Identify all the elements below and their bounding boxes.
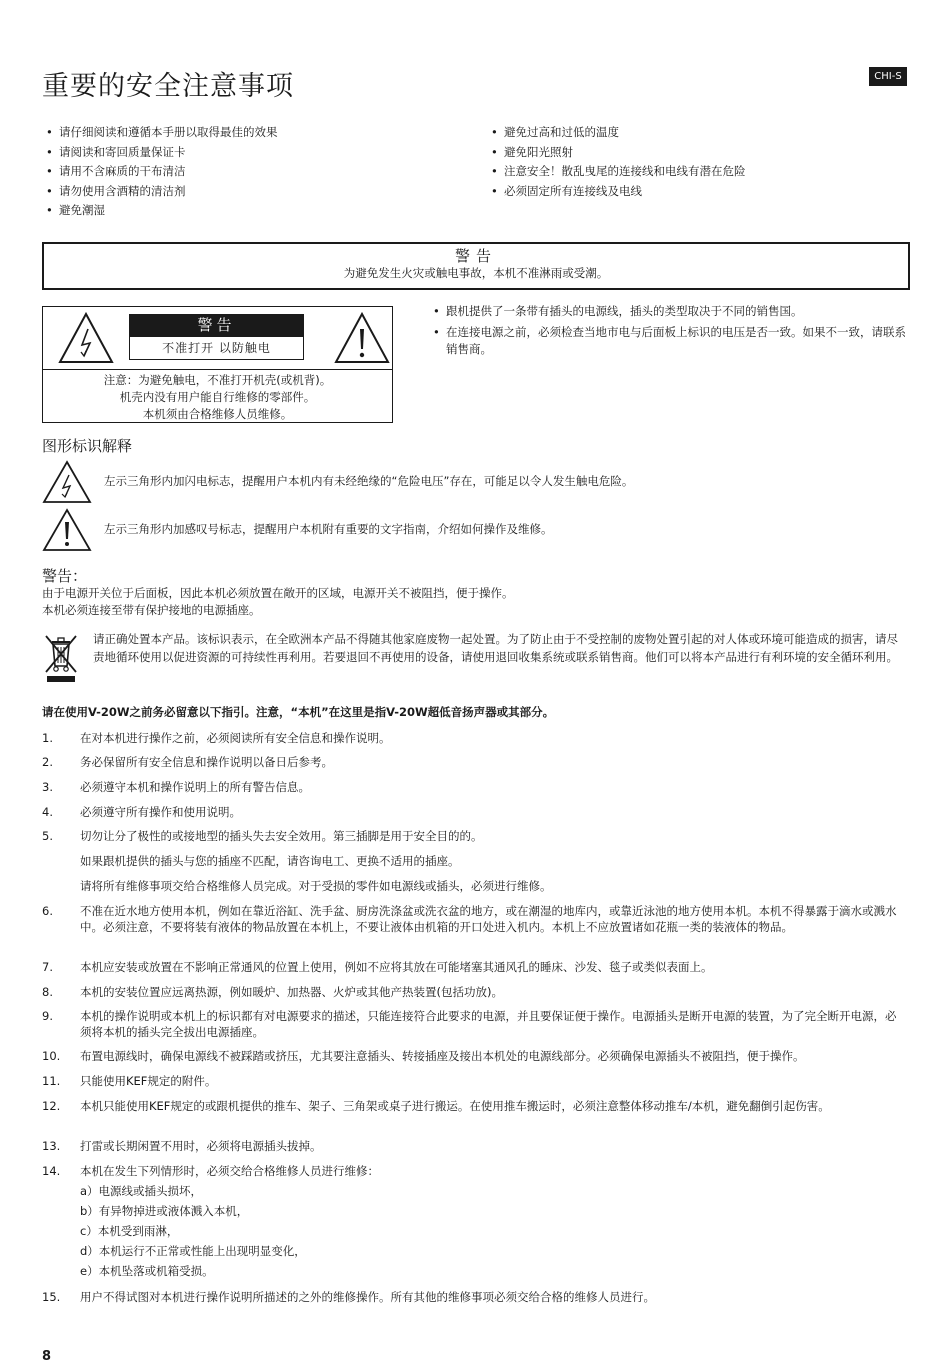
item-text: 本机只能使用KEF规定的或跟机提供的推车、架子、三角架或桌子进行搬运。在使用推车搬运时，必须注意整体移动推车/本机，避免翻倒引起伤害。 xyxy=(80,1099,830,1113)
instructions-intro: 请在使用V-20W之前务必留意以下指引。注意，“本机”在这里是指V-20W超低音扬声器或其部分。 xyxy=(42,705,555,719)
caution-subtitle: 不准打开 以防触电 xyxy=(129,336,304,360)
page-number: 8 xyxy=(42,1349,52,1364)
item-number: 3. xyxy=(42,780,53,794)
exclamation-symbol-description: 左示三角形内加感叹号标志，提醒用户本机附有重要的文字指南，介绍如何操作及维修。 xyxy=(104,522,553,536)
item-text: 必须遵守所有操作和使用说明。 xyxy=(80,805,241,819)
item-number: 10. xyxy=(42,1049,61,1063)
item-number: 13. xyxy=(42,1139,61,1153)
symbols-heading: 图形标识解释 xyxy=(42,437,133,455)
item-text: 只能使用KEF规定的附件。 xyxy=(80,1074,217,1088)
crossed-out-bin-icon xyxy=(44,632,78,684)
list-item: • 避免阳光照射 xyxy=(488,143,908,163)
warning-paragraph xyxy=(42,585,902,619)
list-item: • 避免过高和过低的温度 xyxy=(488,123,908,143)
caution-line: 机壳内没有用户能自行维修的零部件。 xyxy=(119,390,316,404)
caution-line: 本机须由合格维修人员维修。 xyxy=(142,407,293,421)
item-text: 如果跟机提供的插头与您的插座不匹配，请咨询电工、更换不适用的插座。 xyxy=(80,854,460,868)
item-text: 布置电源线时，确保电源线不被踩踏或挤压，尤其要注意插头、转接插座及接出本机处的电源线部分。必须确保电源插头不被阻挡，便于操作。 xyxy=(80,1049,805,1063)
item-text: 必须遵守本机和操作说明上的所有警告信息。 xyxy=(80,780,310,794)
warning-line: 由于电源开关位于后面板，因此本机必须放置在敞开的区域，电源开关不被阻挡，便于操作。 xyxy=(42,586,514,600)
item-text: 本机应安装或放置在不影响正常通风的位置上使用，例如不应将其放在可能堵塞其通风孔的睡床、沙发、毯子或类似表面上。 xyxy=(80,960,713,974)
item-number: 14. xyxy=(42,1164,61,1178)
list-item: • 跟机提供了一条带有插头的电源线，插头的类型取决于不同的销售国。 xyxy=(430,303,908,320)
list-item: • 请勿使用含酒精的清洁剂 xyxy=(43,182,463,202)
list-item: • 避免潮湿 xyxy=(43,201,463,221)
page-title: 重要的安全注意事项 xyxy=(42,71,294,102)
exclamation-warning-icon xyxy=(42,508,92,552)
item-text: 请将所有维修事项交给合格维修人员完成。对于受损的零件如电源线或插头，必须进行维修。 xyxy=(80,879,552,893)
item-text: 打雷或长期闲置不用时，必须将电源插头拔掉。 xyxy=(80,1139,322,1153)
item-text: 用户不得试图对本机进行操作说明所描述的之外的维修操作。所有其他的维修事项必须交给合格的维修人员进行。 xyxy=(80,1290,655,1304)
caution-label-header xyxy=(43,307,392,370)
item-text: 本机的操作说明或本机上的标识都有对电源要求的描述，只能连接符合此要求的电源，并且要保证便于操作。电源插头是断开电源的装置，为了完全断开电源，必须将本机的插头完全拔出电源插座。 xyxy=(80,1009,897,1039)
item-text: b）有异物掉进或液体溅入本机， xyxy=(80,1204,249,1218)
item-text: 本机在发生下列情形时，必须交给合格维修人员进行维修： xyxy=(80,1164,379,1178)
care-list-right xyxy=(488,123,908,201)
list-item: • 请仔细阅读和遵循本手册以取得最佳的效果 xyxy=(43,123,463,143)
item-number: 9. xyxy=(42,1009,53,1023)
item-number: 4. xyxy=(42,805,53,819)
item-text: d）本机运行不正常或性能上出现明显变化， xyxy=(80,1244,306,1258)
list-item: • 在连接电源之前，必须检查当地市电与后面板上标识的电压是否一致。如果不一致，请联系销售商。 xyxy=(430,324,908,358)
item-number: 6. xyxy=(42,904,53,918)
item-text: 务必保留所有安全信息和操作说明以备日后参考。 xyxy=(80,755,333,769)
item-number: 1. xyxy=(42,731,53,745)
caution-label xyxy=(42,306,393,423)
warning-box xyxy=(42,242,910,290)
list-item: • 请用不含麻质的干布清洁 xyxy=(43,162,463,182)
list-item: • 必须固定所有连接线及电线 xyxy=(488,182,908,202)
item-number: 5. xyxy=(42,829,53,843)
caution-body xyxy=(43,372,392,423)
item-text: 切勿让分了极性的或接地型的插头失去安全效用。第三插脚是用于安全目的的。 xyxy=(80,829,483,843)
caution-title: 警告 xyxy=(129,314,304,336)
warning-box-title: 警告 xyxy=(454,247,497,265)
item-text: 本机的安装位置应远离热源，例如暖炉、加热器、火炉或其他产热装置(包括功放)。 xyxy=(80,985,503,999)
item-text: c）本机受到雨淋， xyxy=(80,1224,179,1238)
item-number: 7. xyxy=(42,960,53,974)
item-number: 12. xyxy=(42,1099,61,1113)
item-text: e）本机坠落或机箱受损。 xyxy=(80,1264,214,1278)
weee-disposal-text: 请正确处置本产品。该标识表示，在全欧洲本产品不得随其他家庭废物一起处置。为了防止由于不受控制的废物处置引起的对人体或环境可能造成的损害，请尽责地循环使用以促进资源的可持续性再利用。若要退回不再使用的设备，请使用退回收集系统或联系销售商。他们可以将本产品进行有利环境的安全循环利用。 xyxy=(93,632,898,664)
care-list-left xyxy=(43,123,463,221)
power-cord-list xyxy=(430,303,908,362)
item-text: a）电源线或插头损坏， xyxy=(80,1184,203,1198)
list-item: • 注意安全！散乱曳尾的连接线和电线有潜在危险 xyxy=(488,162,908,182)
item-number: 8. xyxy=(42,985,53,999)
item-number: 2. xyxy=(42,755,53,769)
list-item: • 请阅读和寄回质量保证卡 xyxy=(43,143,463,163)
exclamation-warning-icon xyxy=(333,311,391,365)
item-number: 11. xyxy=(42,1074,61,1088)
language-badge: CHI-S xyxy=(869,67,907,86)
item-text: 不准在近水地方使用本机，例如在靠近浴缸、洗手盆、厨房洗涤盆或洗衣盆的地方，或在潮湿的地库内，或靠近泳池的地方使用本机。本机不得暴露于滴水或溅水中。必须注意，不要将装有液体的物品放置在本机上，不要让液体由机箱的开口处进入机内。本机上不应放置诸如花瓶一类的装液体的物品。 xyxy=(80,904,897,934)
lightning-warning-icon xyxy=(57,311,115,365)
warning-box-text: 为避免发生火灾或触电事故，本机不准淋雨或受潮。 xyxy=(343,266,609,280)
lightning-symbol-description: 左示三角形内加闪电标志，提醒用户本机内有未经绝缘的“危险电压”存在，可能足以令人发生触电危险。 xyxy=(104,474,634,488)
warning-heading: 警告： xyxy=(42,567,88,585)
lightning-warning-icon xyxy=(42,460,92,504)
item-text: 在对本机进行操作之前，必须阅读所有安全信息和操作说明。 xyxy=(80,731,391,745)
item-number: 15. xyxy=(42,1290,61,1304)
warning-line: 本机必须连接至带有保护接地的电源插座。 xyxy=(42,603,261,617)
caution-line: 注意：为避免触电，不准打开机壳(或机背)。 xyxy=(103,373,332,387)
